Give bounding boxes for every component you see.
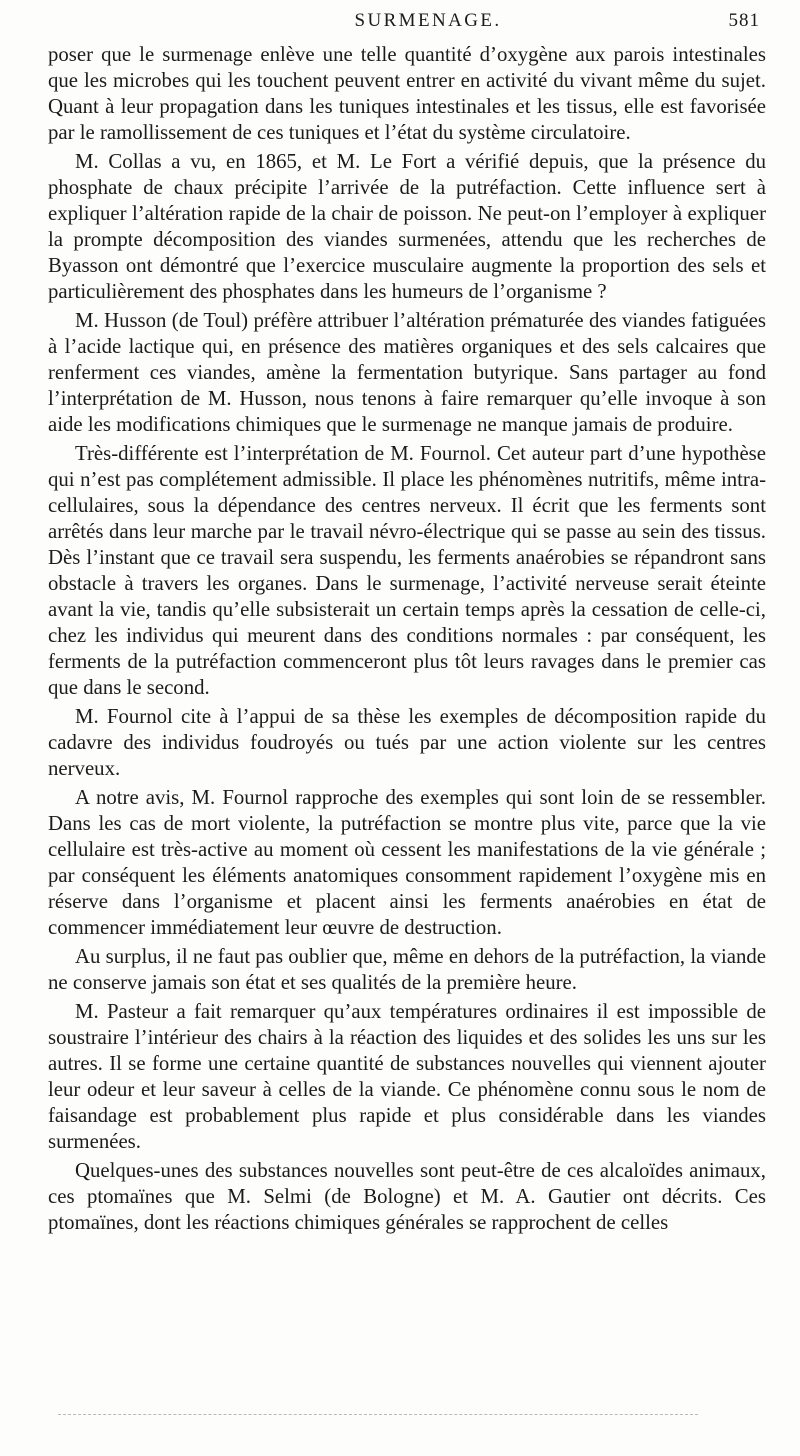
running-title: SURMENAGE. (354, 10, 502, 31)
running-header (46, 6, 770, 40)
paragraph-author-opinion: A notre avis, M. Fournol rapproche des exemples qui sont loin de se ressembler. Dans les cas de mort violente, la putréfaction se montre plus vite, parce que la vie cellulaire est très-active au moment où cessent les manifestations de la vie générale ; par conséquent les éléments anatomiques consomment rapidement l’oxygène mis en réserve dans l’organisme et placent ainsi les ferments anaérobies en état de commencer immédiatement leur œuvre de destruction. (48, 786, 766, 939)
paragraph-husson: M. Husson (de Toul) préfère attribuer l’altération prématurée des viandes fatiguées à l’acide lactique qui, en présence des matières organiques et des sels calcaires que renferment ces viandes, amène la fermentation butyrique. Sans partager au fond l’interprétation de M. Husson, nous tenons à faire remarquer qu’elle invoque à son aide les modifications chimiques que le surmenage ne manque jamais de produire. (48, 309, 766, 436)
body-text (48, 42, 766, 1236)
paragraph-continuation: poser que le surmenage enlève une telle quantité d’oxygène aux parois intestinales que les microbes qui les touchent peuvent entrer en activité du vivant même du sujet. Quant à leur propagation dans les tuniques intestinales et les tissus, elle est favorisée par le ramollissement de ces tuniques et l’état du système circulatoire. (48, 43, 766, 144)
footer-rule (58, 1414, 698, 1415)
page-number: 581 (728, 10, 760, 31)
paragraph-au-surplus: Au surplus, il ne faut pas oublier que, même en dehors de la putréfaction, la viande ne conserve jamais son état et ses qualités de la première heure. (48, 945, 766, 994)
paragraph-ptomaines: Quelques-unes des substances nouvelles sont peut-être de ces alcaloïdes animaux, ces ptomaïnes que M. Selmi (de Bologne) et M. A. Gautier ont décrits. Ces ptomaïnes, dont les réactions chimiques générales se rapprochent de celles (48, 1159, 766, 1234)
paragraph-collas: M. Collas a vu, en 1865, et M. Le Fort a vérifié depuis, que la présence du phosphate de chaux précipite l’arrivée de la putréfaction. Cette influence sert à expliquer l’altération rapide de la chair de poisson. Ne peut-on l’employer à expliquer la prompte décomposition des viandes surmenées, attendu que les recherches de Byasson ont démontré que l’exercice musculaire augmente la proportion des sels et particulièrement des phosphates dans les humeurs de l’organisme ? (48, 150, 766, 303)
paragraph-pasteur: M. Pasteur a fait remarquer qu’aux températures ordinaires il est impossible de soustraire l’intérieur des chairs à la réaction des liquides et des solides les uns sur les autres. Il se forme une certaine quantité de substances nouvelles qui viennent ajouter leur odeur et leur saveur à celles de la viande. Ce phénomène connu sous le nom de faisandage est probablement plus rapide et plus considérable dans les viandes surmenées. (48, 1000, 766, 1153)
paragraph-fournol-examples: M. Fournol cite à l’appui de sa thèse les exemples de décomposition rapide du cadavre des individus foudroyés ou tués par une action violente sur les centres nerveux. (48, 705, 766, 780)
paragraph-fournol-theory: Très-différente est l’interprétation de M. Fournol. Cet auteur part d’une hypothèse qui n’est pas complétement admissible. Il place les phénomènes nutritifs, même intra-cellulaires, sous la dépendance des centres nerveux. Il écrit que les ferments sont arrêtés dans leur marche par le travail névro-électrique qui se passe au sein des tissus. Dès l’instant que ce travail sera suspendu, les ferments anaérobies se répandront sans obstacle à travers les organes. Dans le surmenage, l’activité nerveuse serait éteinte avant la vie, tandis qu’elle subsisterait un certain temps après la cessation de celle-ci, chez les individus qui meurent dans des conditions normales : par conséquent, les ferments de la putréfaction commenceront plus tôt leurs ravages dans le premier cas que dans le second. (48, 442, 766, 699)
